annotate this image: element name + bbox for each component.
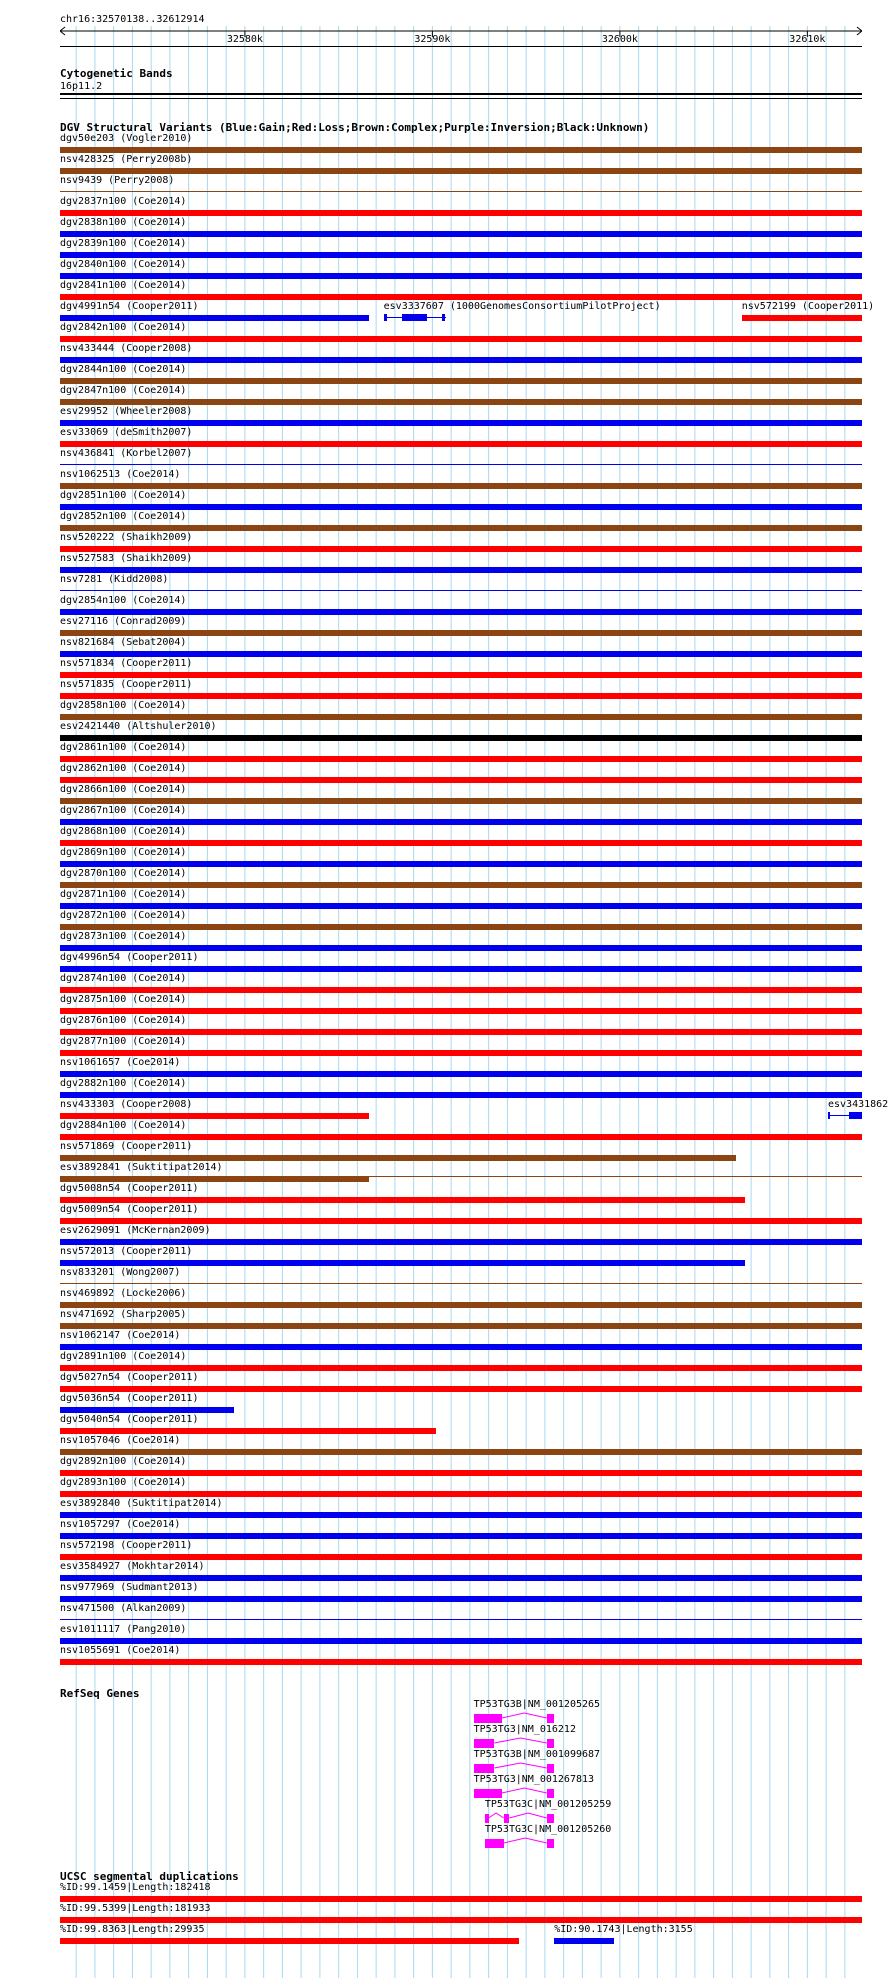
feature-label: dgv2891n100 (Coe2014) <box>60 1351 187 1362</box>
gene-label: TP53TG3C|NM_001205259 <box>484 1799 612 1810</box>
feature-label: nsv572013 (Cooper2011) <box>60 1246 193 1257</box>
feature-bar <box>60 1638 862 1644</box>
feature-label: dgv2851n100 (Coe2014) <box>60 490 187 501</box>
feature-bar <box>60 567 862 573</box>
gene-exon <box>547 1789 554 1798</box>
feature-bar <box>60 1092 862 1098</box>
gene-exon <box>474 1714 502 1723</box>
feature-label: dgv5008n54 (Cooper2011) <box>60 1183 199 1194</box>
feature-label: esv1011117 (Pang2010) <box>60 1624 187 1635</box>
feature-bar <box>60 714 862 720</box>
gene-exon <box>547 1714 554 1723</box>
cytoband-bar <box>60 93 862 95</box>
feature-bar <box>742 315 862 321</box>
feature-block <box>384 314 388 321</box>
feature-bar <box>60 1113 369 1119</box>
feature-label: dgv2893n100 (Coe2014) <box>60 1477 187 1488</box>
feature-label: dgv4996n54 (Cooper2011) <box>60 952 199 963</box>
feature-bar <box>60 1917 862 1923</box>
feature-label: dgv2882n100 (Coe2014) <box>60 1078 187 1089</box>
feature-bar <box>60 882 862 888</box>
feature-label: %ID:99.8363|Length:29935 <box>60 1924 205 1935</box>
feature-label: dgv50e203 (Vogler2010) <box>60 133 193 144</box>
feature-bar <box>60 231 862 237</box>
feature-bar <box>60 630 862 636</box>
feature-label: dgv2862n100 (Coe2014) <box>60 763 187 774</box>
feature-block <box>442 314 446 321</box>
feature-bar <box>60 651 862 657</box>
feature-bar <box>60 1029 862 1035</box>
cytoband-divider <box>60 98 862 99</box>
feature-bar <box>60 756 862 762</box>
feature-bar <box>60 1575 862 1581</box>
feature-label: esv3431862 <box>827 1099 889 1110</box>
gene-exon <box>547 1739 554 1748</box>
feature-bar <box>60 1071 862 1077</box>
feature-bar <box>60 464 862 465</box>
feature-block <box>828 1112 830 1119</box>
feature-label: dgv2874n100 (Coe2014) <box>60 973 187 984</box>
feature-label: nsv833201 (Wong2007) <box>60 1267 181 1278</box>
feature-bar <box>60 819 862 825</box>
gene-exon <box>504 1814 510 1823</box>
feature-label: nsv1057046 (Coe2014) <box>60 1435 181 1446</box>
feature-label: dgv2871n100 (Coe2014) <box>60 889 187 900</box>
feature-bar <box>60 1197 745 1203</box>
feature-bar <box>60 210 862 216</box>
feature-label: nsv1062147 (Coe2014) <box>60 1330 181 1341</box>
feature-label: esv3337607 (1000GenomesConsortiumPilotProject) <box>383 301 661 312</box>
feature-bar <box>60 336 862 342</box>
segdup-title: UCSC segmental duplications <box>60 1870 239 1883</box>
feature-bar <box>60 546 862 552</box>
feature-label: nsv571869 (Cooper2011) <box>60 1141 193 1152</box>
feature-bar <box>60 1302 862 1308</box>
feature-bar <box>60 1449 862 1455</box>
feature-bar <box>60 504 862 510</box>
feature-label: nsv1055691 (Coe2014) <box>60 1645 181 1656</box>
feature-label: dgv5009n54 (Cooper2011) <box>60 1204 199 1215</box>
ruler-tick-label: 32600k <box>601 34 638 45</box>
feature-label: dgv2892n100 (Coe2014) <box>60 1456 187 1467</box>
gene-label: TP53TG3|NM_016212 <box>473 1724 576 1735</box>
feature-label: nsv1061657 (Coe2014) <box>60 1057 181 1068</box>
feature-label: dgv5040n54 (Cooper2011) <box>60 1414 199 1425</box>
gene-exon <box>485 1814 489 1823</box>
feature-label: dgv2839n100 (Coe2014) <box>60 238 187 249</box>
feature-label: esv3892840 (Suktitipat2014) <box>60 1498 223 1509</box>
feature-bar <box>60 903 862 909</box>
gene-exon <box>547 1764 554 1773</box>
feature-bar <box>60 924 862 930</box>
feature-label: dgv2867n100 (Coe2014) <box>60 805 187 816</box>
feature-label: dgv2840n100 (Coe2014) <box>60 259 187 270</box>
feature-bar <box>60 168 862 174</box>
feature-bar <box>60 1344 862 1350</box>
ruler-tick-label: 32580k <box>226 34 263 45</box>
feature-label: esv33069 (deSmith2007) <box>60 427 193 438</box>
feature-bar <box>60 1533 862 1539</box>
feature-bar <box>60 861 862 867</box>
feature-bar <box>60 735 862 741</box>
feature-label: nsv471692 (Sharp2005) <box>60 1309 187 1320</box>
gene-intron <box>489 1813 504 1818</box>
ruler-divider <box>60 46 862 47</box>
feature-bar <box>60 609 862 615</box>
feature-label: esv2421440 (Altshuler2010) <box>60 721 217 732</box>
feature-label: nsv572199 (Cooper2011) <box>741 301 875 312</box>
feature-bar <box>60 1239 862 1245</box>
feature-label: dgv5027n54 (Cooper2011) <box>60 1372 199 1383</box>
feature-label: dgv2854n100 (Coe2014) <box>60 595 187 606</box>
feature-label: nsv9439 (Perry2008) <box>60 175 175 186</box>
feature-label: nsv7281 (Kidd2008) <box>60 574 169 585</box>
feature-bar <box>60 1896 862 1902</box>
cytoband-label: 16p11.2 <box>60 81 103 92</box>
gene-introns <box>60 1837 862 1847</box>
feature-bar <box>554 1938 614 1944</box>
ruler-tick-label: 32590k <box>414 34 451 45</box>
feature-label: esv2629091 (McKernan2009) <box>60 1225 211 1236</box>
feature-label: nsv520222 (Shaikh2009) <box>60 532 193 543</box>
feature-bar <box>60 1554 862 1560</box>
gene-exon <box>547 1839 554 1848</box>
gene-label: TP53TG3C|NM_001205260 <box>484 1824 612 1835</box>
gene-intron <box>502 1713 547 1718</box>
feature-label: nsv469892 (Locke2006) <box>60 1288 187 1299</box>
feature-label: dgv5036n54 (Cooper2011) <box>60 1393 199 1404</box>
gene-intron <box>494 1738 546 1743</box>
feature-bar <box>60 777 862 783</box>
feature-label: dgv2876n100 (Coe2014) <box>60 1015 187 1026</box>
feature-label: dgv2872n100 (Coe2014) <box>60 910 187 921</box>
feature-bar <box>60 590 862 591</box>
feature-label: dgv2866n100 (Coe2014) <box>60 784 187 795</box>
feature-label: dgv2877n100 (Coe2014) <box>60 1036 187 1047</box>
feature-bar <box>60 1008 862 1014</box>
feature-label: dgv2858n100 (Coe2014) <box>60 700 187 711</box>
feature-label: dgv2884n100 (Coe2014) <box>60 1120 187 1131</box>
feature-label: nsv433444 (Cooper2008) <box>60 343 193 354</box>
feature-label: nsv433303 (Cooper2008) <box>60 1099 193 1110</box>
feature-bar <box>60 1283 862 1284</box>
refseq-title: RefSeq Genes <box>60 1687 140 1700</box>
feature-bar <box>60 525 862 531</box>
feature-bar <box>60 1218 862 1224</box>
feature-bar <box>60 1619 862 1620</box>
feature-label: nsv1057297 (Coe2014) <box>60 1519 181 1530</box>
feature-bar <box>60 441 862 447</box>
gene-introns <box>60 1812 862 1822</box>
feature-label: dgv2847n100 (Coe2014) <box>60 385 187 396</box>
feature-block <box>402 314 426 321</box>
gene-introns <box>60 1762 862 1772</box>
feature-bar <box>60 1323 862 1329</box>
feature-bar <box>60 1938 519 1944</box>
feature-bar <box>60 1176 369 1182</box>
feature-bar <box>60 273 862 279</box>
gene-label: TP53TG3|NM_001267813 <box>473 1774 595 1785</box>
feature-bar <box>60 399 862 405</box>
feature-bar <box>60 1491 862 1497</box>
feature-label: esv27116 (Conrad2009) <box>60 616 187 627</box>
feature-bar <box>60 798 862 804</box>
feature-bar <box>60 147 862 153</box>
feature-label: dgv2852n100 (Coe2014) <box>60 511 187 522</box>
gene-introns <box>60 1712 862 1722</box>
feature-bar <box>60 420 862 426</box>
feature-label: dgv2869n100 (Coe2014) <box>60 847 187 858</box>
feature-tail <box>369 1176 862 1177</box>
feature-bar <box>60 966 862 972</box>
gene-intron <box>504 1838 547 1843</box>
feature-bar <box>60 987 862 993</box>
feature-label: nsv572198 (Cooper2011) <box>60 1540 193 1551</box>
feature-label: dgv2841n100 (Coe2014) <box>60 280 187 291</box>
gene-intron <box>502 1788 547 1793</box>
feature-label: dgv2861n100 (Coe2014) <box>60 742 187 753</box>
feature-label: %ID:90.1743|Length:3155 <box>554 1924 693 1935</box>
feature-label: nsv471500 (Alkan2009) <box>60 1603 187 1614</box>
feature-bar <box>60 1470 862 1476</box>
feature-bar <box>60 1596 862 1602</box>
feature-bar <box>60 1050 862 1056</box>
feature-bar <box>60 945 862 951</box>
feature-label: %ID:99.1459|Length:182418 <box>60 1882 211 1893</box>
feature-bar <box>60 840 862 846</box>
feature-label: esv3892841 (Suktitipat2014) <box>60 1162 223 1173</box>
feature-bar <box>60 378 862 384</box>
gene-introns <box>60 1787 862 1797</box>
gene-exon <box>485 1839 504 1848</box>
gene-exon <box>474 1739 495 1748</box>
gene-label: TP53TG3B|NM_001099687 <box>473 1749 601 1760</box>
feature-label: esv3584927 (Mokhtar2014) <box>60 1561 205 1572</box>
feature-label: nsv571835 (Cooper2011) <box>60 679 193 690</box>
feature-label: nsv436841 (Korbel2007) <box>60 448 193 459</box>
feature-bar <box>60 294 862 300</box>
feature-bar <box>60 483 862 489</box>
feature-bar <box>60 1155 736 1161</box>
gene-exon <box>474 1764 495 1773</box>
dgv-title: DGV Structural Variants (Blue:Gain;Red:Loss;Brown:Complex;Purple:Inversion;Black:Unknown) <box>60 121 650 134</box>
feature-label: dgv2875n100 (Coe2014) <box>60 994 187 1005</box>
feature-label: nsv527583 (Shaikh2009) <box>60 553 193 564</box>
gene-intron <box>509 1813 546 1818</box>
feature-label: nsv1062513 (Coe2014) <box>60 469 181 480</box>
feature-bar <box>60 252 862 258</box>
feature-bar <box>60 191 862 192</box>
feature-label: dgv2844n100 (Coe2014) <box>60 364 187 375</box>
feature-label: dgv2873n100 (Coe2014) <box>60 931 187 942</box>
gene-exon <box>547 1814 554 1823</box>
feature-label: dgv2837n100 (Coe2014) <box>60 196 187 207</box>
ruler-axis <box>60 26 862 38</box>
feature-bar <box>60 1428 436 1434</box>
feature-label: nsv977969 (Sudmant2013) <box>60 1582 199 1593</box>
feature-bar <box>60 1407 234 1413</box>
feature-label: dgv4991n54 (Cooper2011) <box>60 301 199 312</box>
feature-label: dgv2842n100 (Coe2014) <box>60 322 187 333</box>
feature-bar <box>60 1134 862 1140</box>
gene-introns <box>60 1737 862 1747</box>
feature-bar <box>60 315 369 321</box>
feature-label: nsv571834 (Cooper2011) <box>60 658 193 669</box>
feature-bar <box>60 1260 745 1266</box>
feature-block <box>849 1112 862 1119</box>
feature-bar <box>60 693 862 699</box>
locus-label: chr16:32570138..32612914 <box>60 14 205 25</box>
feature-bar <box>60 1512 862 1518</box>
feature-label: dgv2838n100 (Coe2014) <box>60 217 187 228</box>
gene-label: TP53TG3B|NM_001205265 <box>473 1699 601 1710</box>
feature-bar <box>60 1659 862 1665</box>
feature-bar <box>60 1386 862 1392</box>
feature-label: esv29952 (Wheeler2008) <box>60 406 193 417</box>
cytoband-title: Cytogenetic Bands <box>60 67 173 80</box>
gene-exon <box>474 1789 502 1798</box>
gene-intron <box>494 1763 546 1768</box>
feature-label: %ID:99.5399|Length:181933 <box>60 1903 211 1914</box>
feature-bar <box>60 357 862 363</box>
feature-label: nsv821684 (Sebat2004) <box>60 637 187 648</box>
ruler-tick-label: 32610k <box>789 34 826 45</box>
feature-label: nsv428325 (Perry2008b) <box>60 154 193 165</box>
feature-label: dgv2870n100 (Coe2014) <box>60 868 187 879</box>
feature-bar <box>60 1365 862 1371</box>
feature-bar <box>60 672 862 678</box>
feature-label: dgv2868n100 (Coe2014) <box>60 826 187 837</box>
